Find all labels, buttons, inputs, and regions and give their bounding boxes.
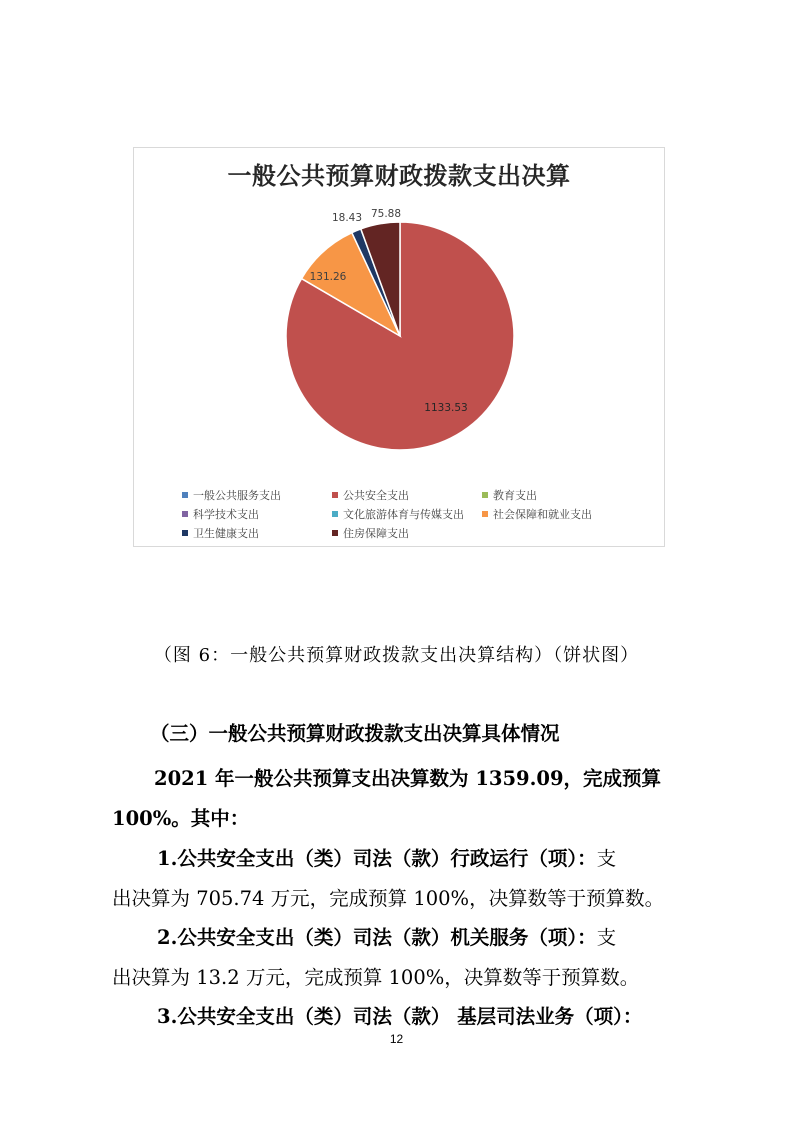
legend-swatch bbox=[482, 511, 488, 517]
legend-swatch bbox=[332, 530, 338, 536]
legend-swatch bbox=[182, 511, 188, 517]
legend-row bbox=[182, 523, 652, 542]
legend-swatch bbox=[182, 530, 188, 536]
legend-entry bbox=[182, 525, 332, 541]
data-label: 75.88 bbox=[370, 208, 402, 220]
figure-caption: （图 6：一般公共预算财政拨款支出决算结构）（饼状图） bbox=[153, 645, 640, 666]
legend-swatch bbox=[332, 492, 338, 498]
legend-label: 住房保障支出 bbox=[343, 526, 409, 540]
legend-label: 公共安全支出 bbox=[343, 488, 409, 502]
legend-label: 教育支出 bbox=[493, 488, 537, 502]
legend-entry bbox=[182, 506, 332, 522]
legend-row bbox=[182, 485, 652, 504]
legend-entry bbox=[332, 525, 482, 541]
item-3-title: 3.公共安全支出（类）司法（款） 基层司法业务（项）： bbox=[157, 1005, 643, 1028]
legend-label: 卫生健康支出 bbox=[193, 526, 259, 540]
legend-label: 社会保障和就业支出 bbox=[493, 507, 592, 521]
page-number: 12 bbox=[389, 1032, 404, 1046]
item-1-line-2: 出决算为 705.74 万元，完成预算 100%，决算数等于预算数。 bbox=[112, 887, 665, 910]
legend-label: 科学技术支出 bbox=[193, 507, 259, 521]
item-1 bbox=[157, 843, 727, 871]
pie-chart bbox=[133, 147, 665, 547]
data-label: 1133.53 bbox=[424, 402, 468, 414]
legend-row bbox=[182, 504, 652, 523]
legend-entry bbox=[332, 487, 482, 503]
chart-title: 一般公共预算财政拨款支出决算 bbox=[227, 162, 571, 190]
legend-swatch bbox=[482, 492, 488, 498]
item-1-tail: 支 bbox=[596, 847, 617, 870]
item-2-line-2: 出决算为 13.2 万元，完成预算 100%，决算数等于预算数。 bbox=[112, 966, 640, 989]
chart-legend bbox=[182, 485, 652, 542]
data-label: 18.43 bbox=[331, 212, 363, 224]
item-1-title: 1.公共安全支出（类）司法（款）行政运行（项）： bbox=[157, 847, 597, 870]
legend-label: 文化旅游体育与传媒支出 bbox=[343, 507, 464, 521]
legend-entry bbox=[332, 506, 482, 522]
item-2 bbox=[157, 922, 727, 950]
data-label: 131.26 bbox=[309, 271, 347, 283]
intro-line-1: 2021 年一般公共预算支出决算数为 1359.09，完成预算 bbox=[154, 767, 662, 790]
legend-label: 一般公共服务支出 bbox=[193, 488, 281, 502]
section-heading: （三）一般公共预算财政拨款支出决算具体情况 bbox=[150, 722, 560, 745]
legend-entry bbox=[482, 506, 592, 522]
item-2-title: 2.公共安全支出（类）司法（款）机关服务（项）： bbox=[157, 926, 597, 949]
legend-swatch bbox=[332, 511, 338, 517]
legend-entry bbox=[182, 487, 332, 503]
legend-swatch bbox=[182, 492, 188, 498]
item-2-tail: 支 bbox=[596, 926, 617, 949]
legend-entry bbox=[482, 487, 537, 503]
intro-line-2: 100%。其中： bbox=[112, 807, 250, 830]
